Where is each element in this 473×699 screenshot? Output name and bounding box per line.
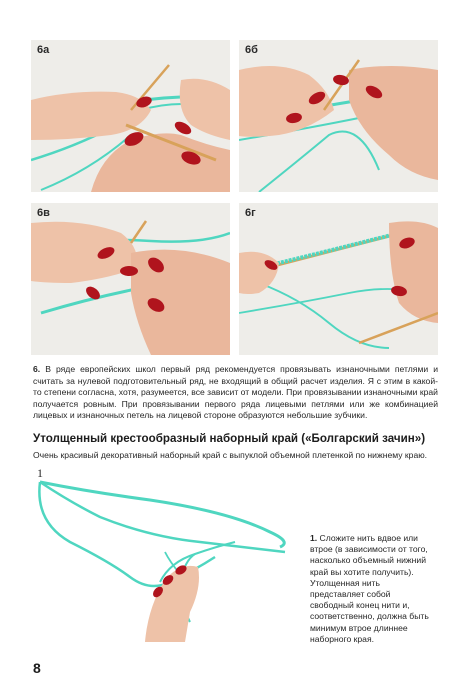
knitting-photo-6v — [31, 203, 230, 355]
photo-step-1 — [30, 462, 302, 642]
section-heading: Утолщенный крестообразный наборный край («Болгарский зачин») — [33, 432, 426, 445]
photo-6v — [31, 203, 230, 355]
yarn-loop-photo — [30, 462, 302, 642]
photo-label: 6в — [37, 207, 50, 219]
step-1-caption — [310, 533, 435, 645]
instruction-paragraph — [33, 364, 438, 422]
photo-6b — [239, 40, 438, 192]
page-number: 8 — [33, 660, 41, 676]
photo-label: 6б — [245, 44, 258, 56]
section-subtitle: Очень красивый декоративный наборный край с выпуклой объемной плетенкой по нижнему краю. — [33, 450, 428, 460]
knitting-photo-6g — [239, 203, 438, 355]
photo-label: 6а — [37, 44, 50, 56]
knitting-photo-6b — [239, 40, 438, 192]
step-number: 6. — [33, 364, 41, 374]
knitting-photo-6a — [31, 40, 230, 192]
caption-text: Сложите нить вдвое или втрое (в зависимости от того, насколько объемный нижний край вы хотите получить). Утолщенная нить представляет собой свободный конец нити и, соответственно, должна быть минимум втрое длиннее наборного края. — [310, 533, 429, 644]
photo-label: 6г — [245, 207, 256, 219]
photo-6a — [31, 40, 230, 192]
step-label: 1 — [37, 466, 43, 480]
photo-6g — [239, 203, 438, 355]
step-number: 1. — [310, 533, 318, 543]
paragraph-text: В ряде европейских школ первый ряд рекомендуется провязывать изнаночными петлями и считать за нулевой подготовительный ряд, не входящий в общий расчет изделия. Я с этим в какой-то степени согласна, хотя, разумеется, все зависит от модели. При провязывании изнаночными край получается ровным. При провязывании первого ряда лицевыми петлями или же комбинацией лицевых и изнаночных петель на лицевой стороне образуются небольшие зубчики. — [33, 364, 438, 421]
